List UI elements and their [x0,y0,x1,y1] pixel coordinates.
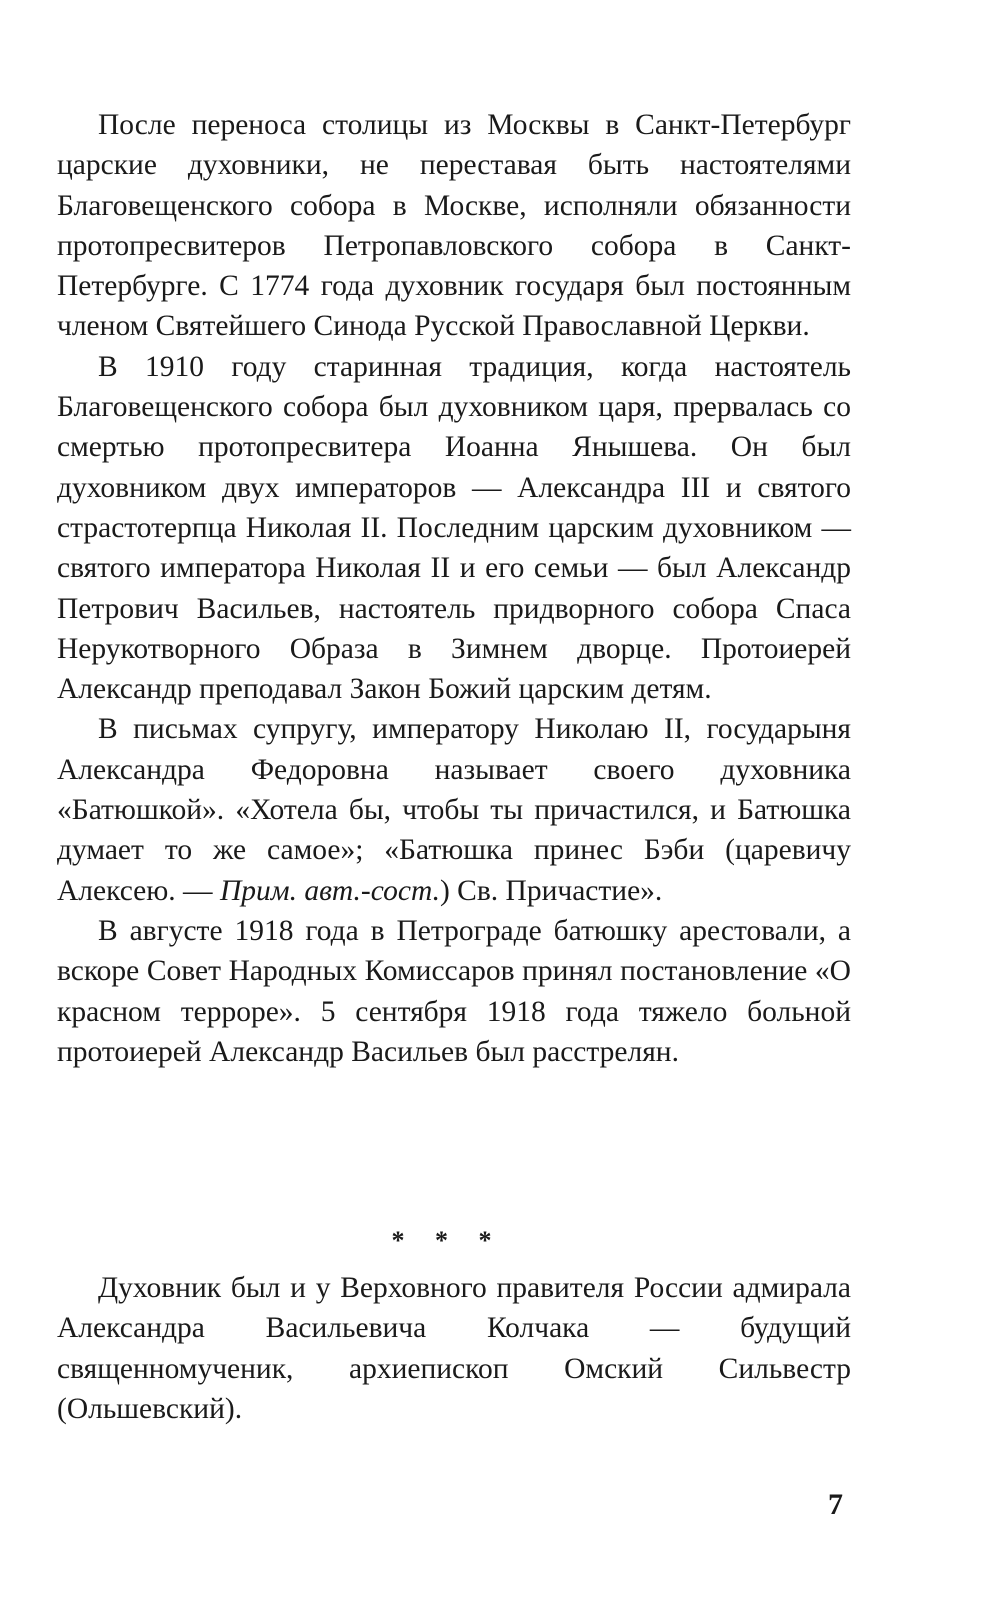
final-text [57,1268,851,1429]
paragraph-3-text-a: В письмах супругу, императору Николаю II, государыня Александра Федоровна называет своего духовника «Батюшкой». «Хотела бы, чтобы ты причастился, и Батюшка думает то же самое»; «Батюшка принес Бэби (царевичу Алексею. — [57,713,851,907]
section-separator: * * * [391,1226,504,1255]
paragraph-5: Духовник был и у Верховного правителя России адмирала Александра Васильевича Колчака — будущий священномученик, архиепископ Омский Сильвестр (Ольшевский). [57,1272,851,1425]
paragraph-4: В августе 1918 года в Петрограде батюшку арестовали, а вскоре Совет Народных Комиссаров принял постановление «О красном терроре». 5 сентября 1918 года тяжело больной протоиерей Александр Васильев был расстрелян. [57,914,851,1068]
paragraph-2: В 1910 году старинная традиция, когда настоятель Благовещенского собора был духовником царя, прервалась со смертью протопресвитера Иоанна Янышева. Он был духовником двух императоров — Александра III и святого страстотерпца Николая II. Последним царским духовником — святого императора Николая II и его семьи — был Александр Петрович Васильев, настоятель придворного собора Спаса Нерукотворного Образа в Зимнем дворце. Протоиерей Александр преподавал Закон Божий царским детям. [57,350,851,706]
author-note: Прим. авт.-сост. [219,874,440,907]
paragraph-1: После переноса столицы из Москвы в Санкт-Петербург царские духовники, не переставая быть настоятелями Благовещенского собора в Москве, исполняли обязанности протопресвитеров Петропавловского собора в Санкт-Петербурге. С 1774 года духовник государя был постоянным членом Святейшего Синода Русской Православной Церкви. [57,109,851,343]
paragraph-3 [57,709,851,910]
page-number: 7 [828,1488,843,1521]
main-text [57,105,851,1072]
paragraph-3-text-b: ) Св. Причастие». [439,874,663,907]
